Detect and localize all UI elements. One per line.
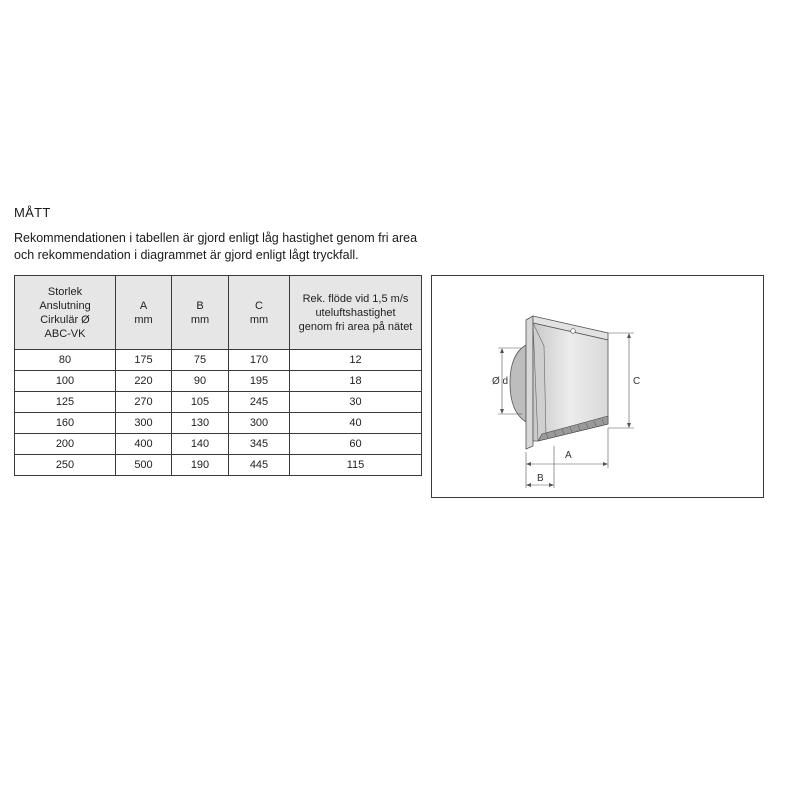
table-cell: 245 [229, 392, 290, 413]
table-row [15, 455, 422, 476]
wall-plate [526, 316, 533, 449]
header-a [116, 276, 172, 350]
header-line: Anslutning [39, 299, 91, 312]
dimension-diagram [431, 275, 764, 498]
header-flow [290, 276, 422, 350]
intro-text [14, 230, 434, 264]
table-row [15, 413, 422, 434]
intro-line: och rekommendation i diagrammet är gjord enligt lågt tryckfall. [14, 248, 359, 262]
header-line: genom fri area på nätet [298, 320, 413, 333]
table-cell: 18 [290, 371, 422, 392]
table-cell: 170 [229, 350, 290, 371]
table-cell: 160 [15, 413, 116, 434]
label-b: B [537, 473, 544, 484]
table-cell: 40 [290, 413, 422, 434]
header-c [229, 276, 290, 350]
table-cell: 100 [15, 371, 116, 392]
header-line: uteluftshastighet [315, 306, 396, 319]
header-line: A [139, 299, 148, 312]
table-cell: 125 [15, 392, 116, 413]
header-line: mm [190, 313, 210, 326]
table-cell: 250 [15, 455, 116, 476]
label-c: C [633, 376, 641, 387]
table-cell: 105 [172, 392, 229, 413]
table-cell: 270 [116, 392, 172, 413]
header-line: Rek. flöde vid 1,5 m/s [302, 292, 409, 305]
table-cell: 75 [172, 350, 229, 371]
header-line: Cirkulär Ø [40, 313, 90, 326]
section-heading: MÅTT [14, 205, 51, 220]
intro-line: Rekommendationen i tabellen är gjord enligt låg hastighet genom fri area [14, 231, 418, 245]
table-row [15, 350, 422, 371]
table-cell: 220 [116, 371, 172, 392]
table-cell: 175 [116, 350, 172, 371]
table-cell: 140 [172, 434, 229, 455]
table-cell: 60 [290, 434, 422, 455]
table-cell: 30 [290, 392, 422, 413]
table-cell: 12 [290, 350, 422, 371]
header-line: mm [249, 313, 269, 326]
table-row [15, 392, 422, 413]
table-row [15, 434, 422, 455]
table-cell: 90 [172, 371, 229, 392]
header-line: ABC-VK [44, 327, 86, 340]
table-row [15, 371, 422, 392]
label-d: Ø d [492, 376, 509, 387]
table-cell: 190 [172, 455, 229, 476]
table-cell: 345 [229, 434, 290, 455]
table-cell: 80 [15, 350, 116, 371]
table-cell: 300 [229, 413, 290, 434]
table-cell: 200 [15, 434, 116, 455]
dimension-c-lines [608, 333, 634, 428]
table-cell: 300 [116, 413, 172, 434]
table-cell: 130 [172, 413, 229, 434]
header-line: B [196, 299, 204, 312]
duct-spigot [510, 345, 526, 422]
table-cell: 195 [229, 371, 290, 392]
table-cell: 500 [116, 455, 172, 476]
header-size [15, 276, 116, 350]
table-header-row [15, 276, 422, 350]
dimensions-table [14, 275, 422, 476]
header-line: C [255, 299, 263, 312]
label-a: A [565, 450, 572, 461]
table-cell: 445 [229, 455, 290, 476]
table-cell: 115 [290, 455, 422, 476]
screw [571, 329, 576, 334]
table-cell: 400 [116, 434, 172, 455]
header-line: Storlek [47, 285, 83, 298]
vent-drawing [432, 276, 765, 499]
header-line: mm [134, 313, 153, 326]
header-b [172, 276, 229, 350]
